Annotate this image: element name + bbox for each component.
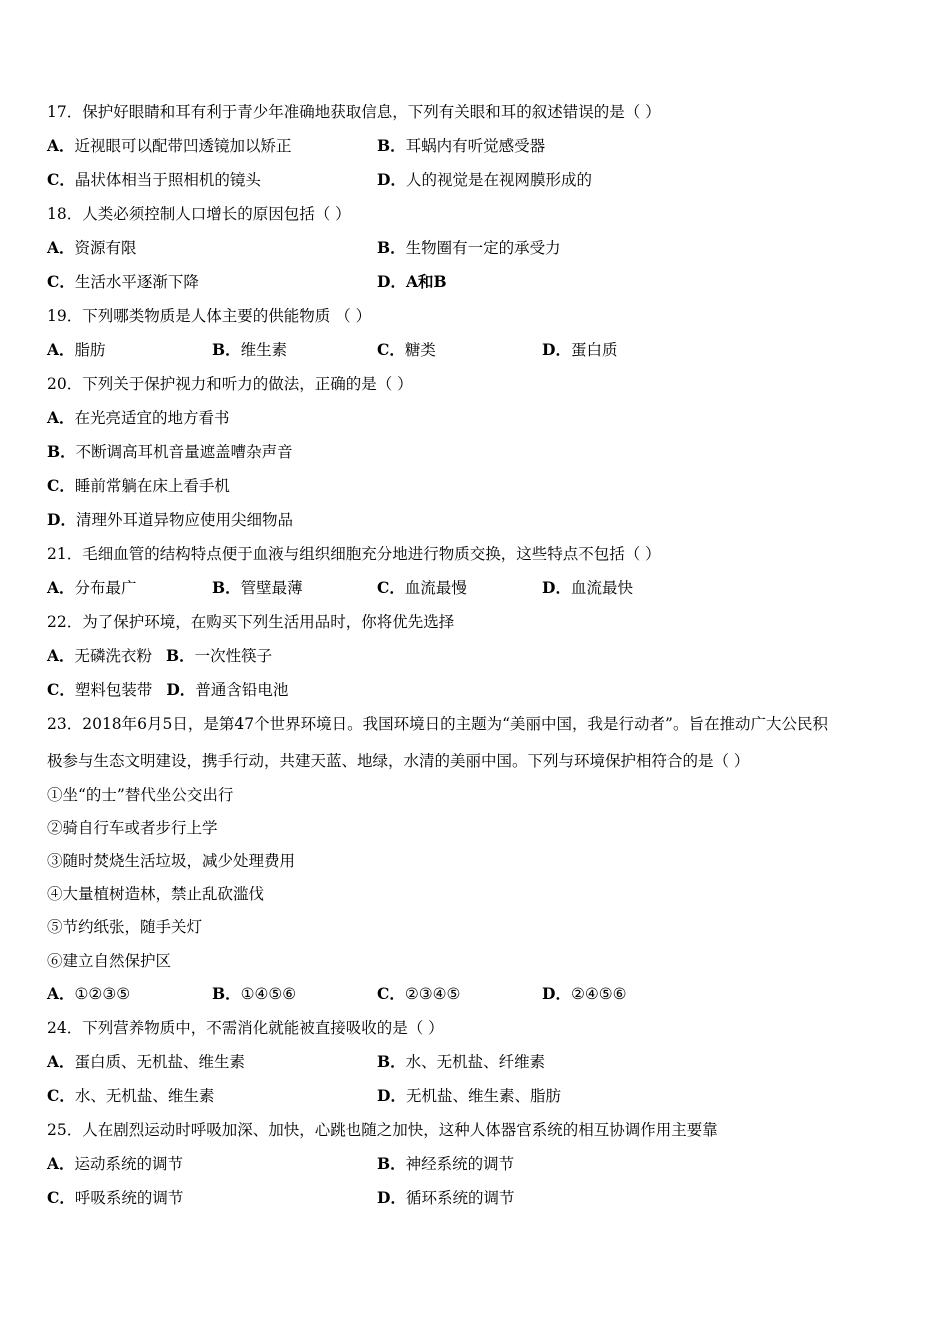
option-24-c: C．水、无机盐、维生素 <box>47 1086 215 1105</box>
question-23-item-6: ⑥建立自然保护区 <box>47 952 172 970</box>
option-23-d: D．②④⑤⑥ <box>542 984 627 1003</box>
option-18-d: D．A和B <box>377 272 447 291</box>
option-23-c: C．②③④⑤ <box>377 984 461 1003</box>
option-22-c: C．塑料包装带 <box>47 680 153 699</box>
option-19-b: B．维生素 <box>212 340 288 359</box>
option-20-d: D．清理外耳道异物应使用尖细物品 <box>47 510 293 529</box>
option-19-d: D．蛋白质 <box>542 340 618 359</box>
option-21-a: A．分布最广 <box>47 578 137 597</box>
option-17-b: B．耳蜗内有听觉感受器 <box>377 136 546 155</box>
question-22-options-row-2 <box>47 680 288 700</box>
question-20-stem: 20．下列关于保护视力和听力的做法，正确的是（ ） <box>47 375 413 393</box>
question-23-item-5: ⑤节约纸张，随手关灯 <box>47 918 203 936</box>
option-21-c: C．血流最慢 <box>377 578 467 597</box>
question-19-stem: 19．下列哪类物质是人体主要的供能物质 （ ） <box>47 307 372 325</box>
option-25-a: A．运动系统的调节 <box>47 1154 184 1173</box>
question-22-options-row-1 <box>47 646 272 666</box>
question-23-stem-line-1: 23．2018年6月5日，是第47个世界环境日。我国环境日的主题为“美丽中国，我是行动者”。旨在推动广大公民积 <box>47 715 828 733</box>
option-24-a: A．蛋白质、无机盐、维生素 <box>47 1052 246 1071</box>
option-24-b: B．水、无机盐、纤维素 <box>377 1052 546 1071</box>
question-23-item-4: ④大量植树造林，禁止乱砍滥伐 <box>47 885 265 903</box>
option-18-c: C．生活水平逐渐下降 <box>47 272 199 291</box>
option-21-b: B．管壁最薄 <box>212 578 303 597</box>
question-23-stem-line-2: 极参与生态文明建设，携手行动，共建天蓝、地绿，水清的美丽中国。下列与环境保护相符合的是（ ） <box>47 752 750 770</box>
option-23-a: A．①②③⑤ <box>47 984 131 1003</box>
option-22-a: A．无磷洗衣粉 <box>47 646 153 665</box>
question-23-item-1: ①坐“的士”替代坐公交出行 <box>47 786 234 804</box>
option-20-b: B．不断调高耳机音量遮盖嘈杂声音 <box>47 442 293 461</box>
option-17-c: C．晶状体相当于照相机的镜头 <box>47 170 261 189</box>
option-19-c: C．糖类 <box>377 340 436 359</box>
option-24-d: D．无机盐、维生素、脂肪 <box>377 1086 561 1105</box>
question-18-stem: 18．人类必须控制人口增长的原因包括（ ） <box>47 205 351 223</box>
option-19-a: A．脂肪 <box>47 340 106 359</box>
option-25-d: D．循环系统的调节 <box>377 1188 515 1207</box>
option-25-c: C．呼吸系统的调节 <box>47 1188 184 1207</box>
question-22-stem: 22．为了保护环境，在购买下列生活用品时，你将优先选择 <box>47 613 455 631</box>
option-22-b: B．一次性筷子 <box>166 646 273 665</box>
option-18-b: B．生物圈有一定的承受力 <box>377 238 561 257</box>
option-18-a: A．资源有限 <box>47 238 137 257</box>
option-21-d: D．血流最快 <box>542 578 633 597</box>
question-17-stem: 17．保护好眼睛和耳有利于青少年准确地获取信息，下列有关眼和耳的叙述错误的是（ ） <box>47 103 661 121</box>
option-20-c: C．睡前常躺在床上看手机 <box>47 476 230 495</box>
question-25-stem: 25．人在剧烈运动时呼吸加深、加快，心跳也随之加快，这种人体器官系统的相互协调作用主要靠 <box>47 1121 718 1139</box>
option-25-b: B．神经系统的调节 <box>377 1154 515 1173</box>
question-23-item-2: ②骑自行车或者步行上学 <box>47 819 218 837</box>
option-22-d: D．普通含铅电池 <box>166 680 289 699</box>
option-20-a: A．在光亮适宜的地方看书 <box>47 408 230 427</box>
option-17-d: D．人的视觉是在视网膜形成的 <box>377 170 592 189</box>
option-17-a: A．近视眼可以配带凹透镜加以矫正 <box>47 136 292 155</box>
question-21-stem: 21．毛细血管的结构特点便于血液与组织细胞充分地进行物质交换，这些特点不包括（ ） <box>47 545 661 563</box>
option-23-b: B．①④⑤⑥ <box>212 984 297 1003</box>
question-23-item-3: ③随时焚烧生活垃圾，减少处理费用 <box>47 852 296 870</box>
question-24-stem: 24．下列营养物质中，不需消化就能被直接吸收的是（ ） <box>47 1019 444 1037</box>
